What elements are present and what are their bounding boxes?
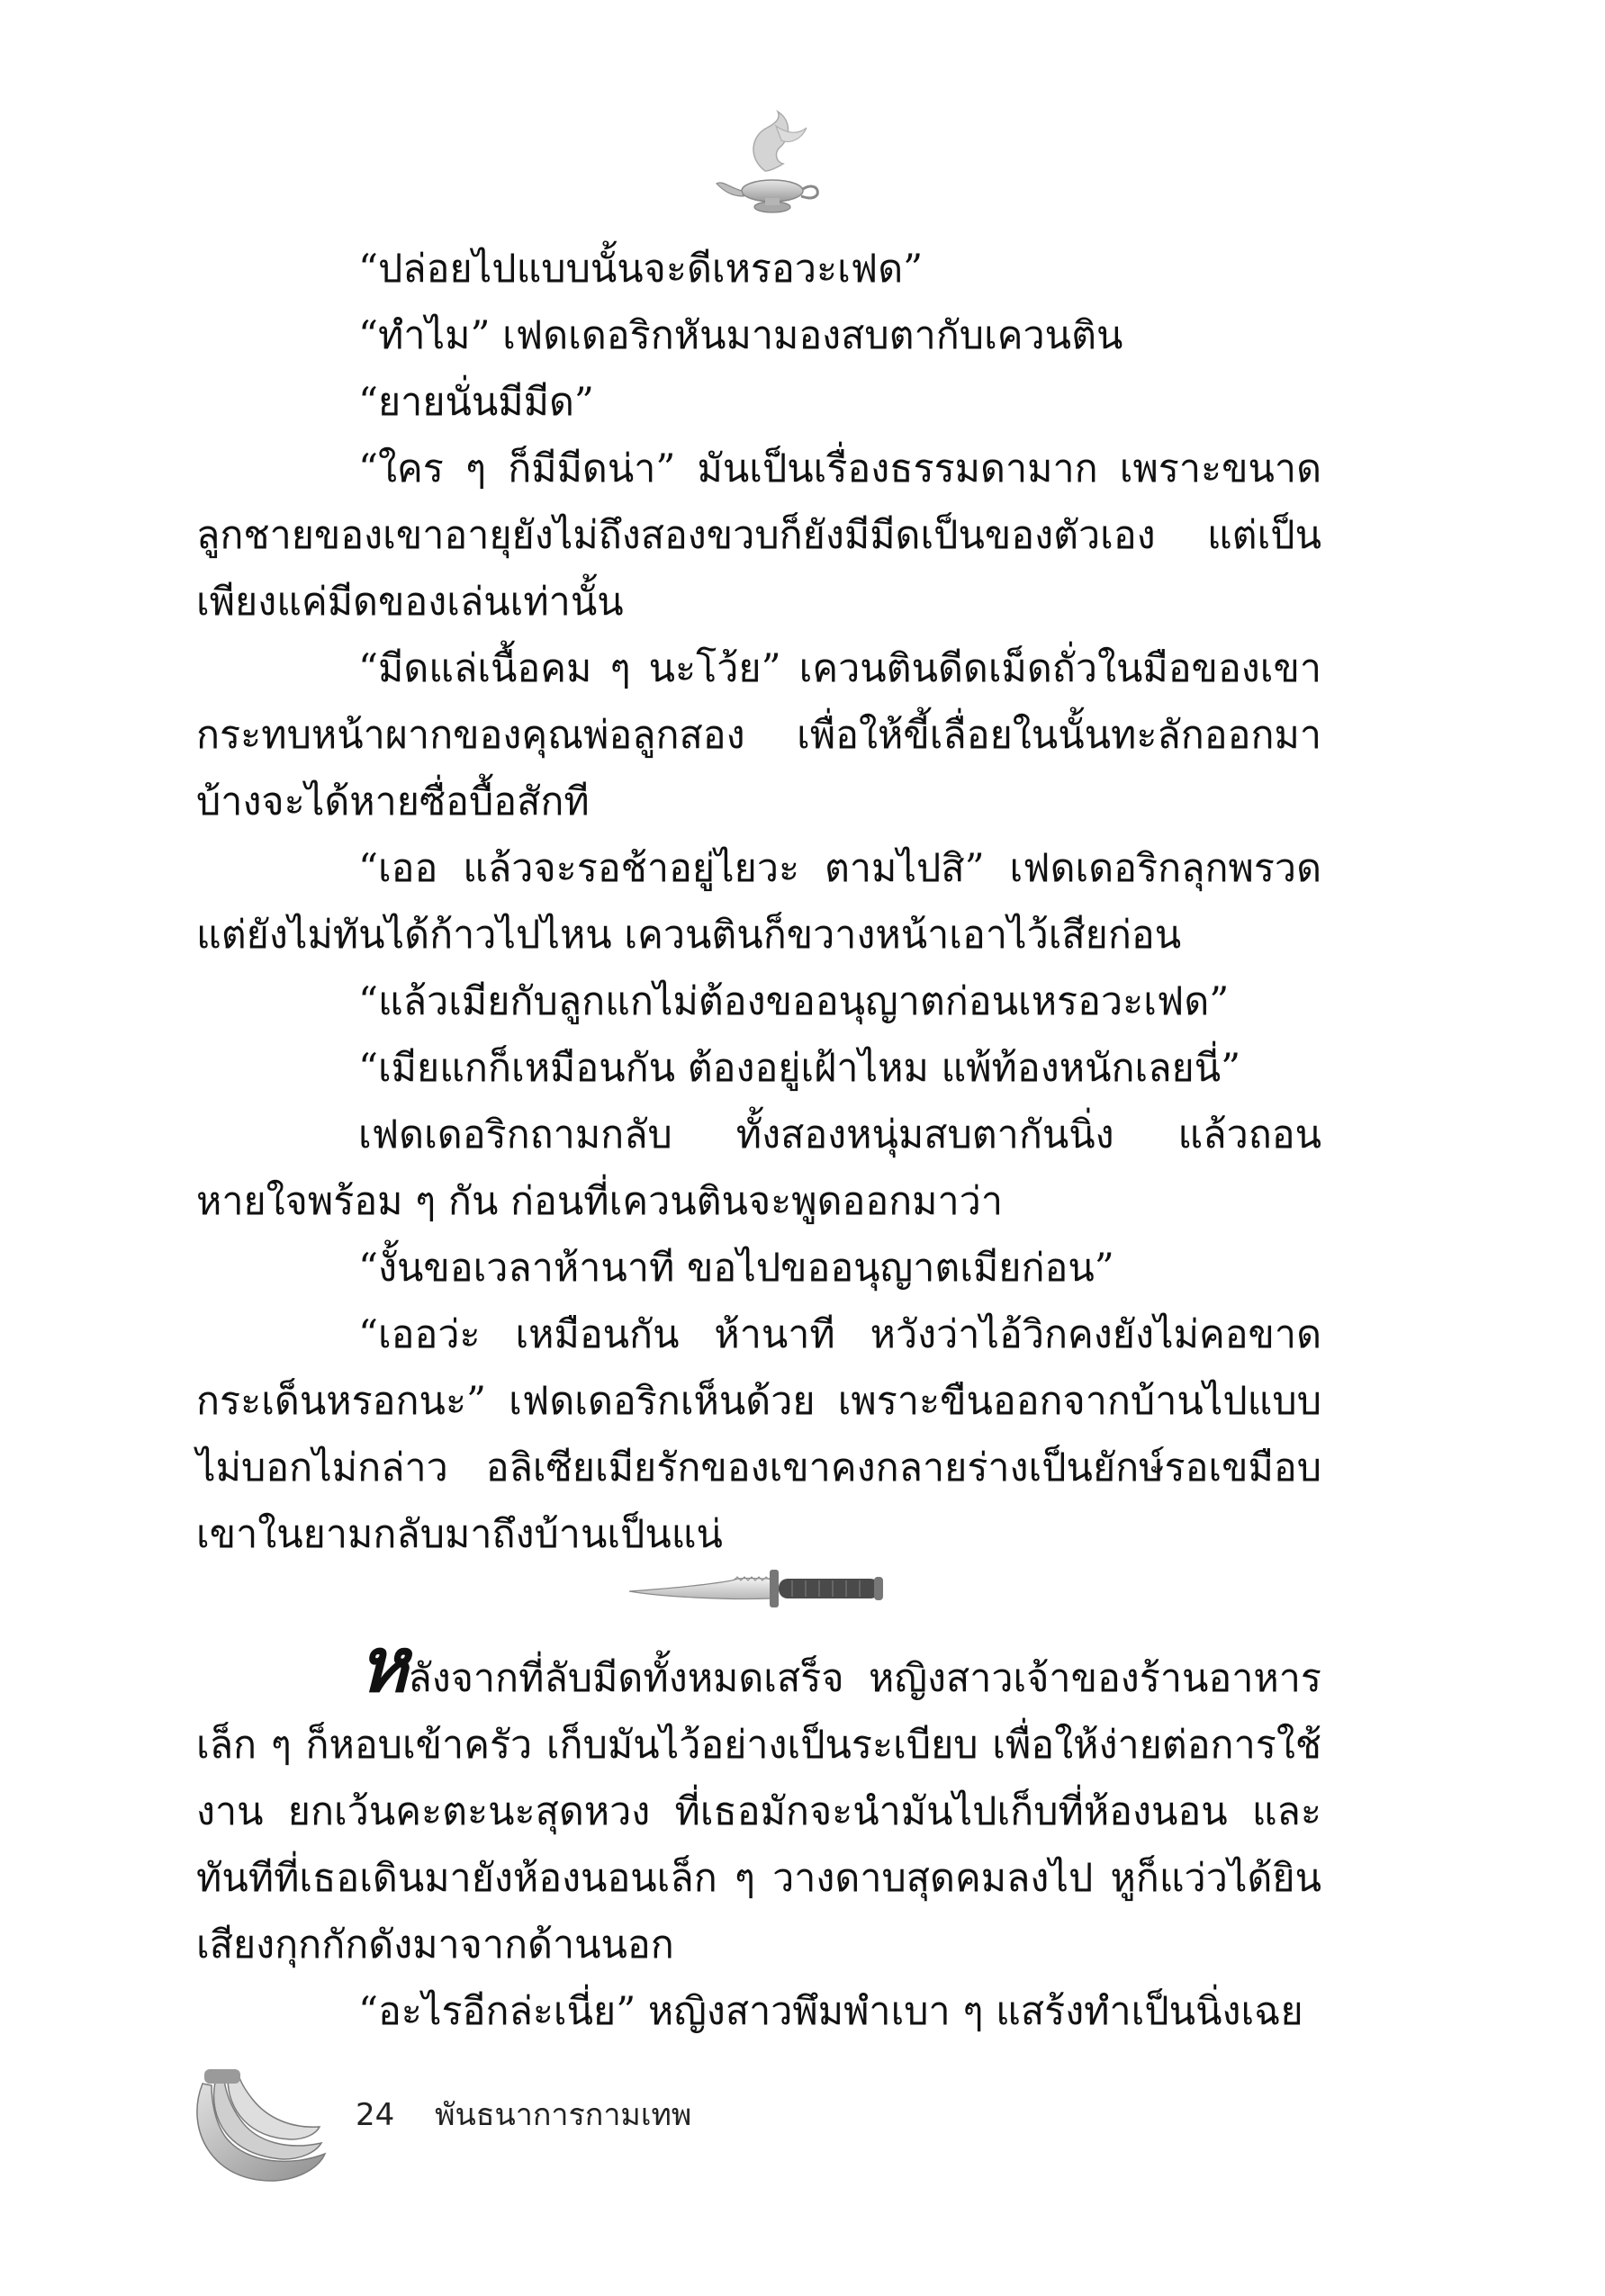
paragraph: “ทำไม” เฟดเดอริกหันมามองสบตากับเควนติน [358,313,1123,358]
body-text-bottom [196,1620,1321,2045]
genie-lamp-icon [711,108,828,225]
paragraph: “ปล่อยไปแบบนั้นจะดีเหรอวะเฟด” [358,247,924,292]
paragraph: “อะไรอีกล่ะเนี่ย” หญิงสาวพึมพำเบา ๆ แสร้งทำเป็นนิ่งเฉย [358,1989,1303,2034]
paragraph: เฟดเดอริกถามกลับ ทั้งสองหนุ่มสบตากันนิ่ง แล้วถอนหายใจพร้อม ๆ กัน ก่อนที่เควนตินจะพูดออกมาว่า [196,1112,1321,1224]
paragraph: “งั้นขอเวลาห้านาที ขอไปขออนุญาตเมียก่อน” [358,1246,1114,1291]
page-footer [356,2090,691,2138]
paragraph-with-drop-cap [196,1620,1321,1978]
paragraph: “ยายนั่นมีมีด” [358,380,594,425]
paragraph: “ใคร ๆ ก็มีมีดน่า” มันเป็นเรื่องธรรมดามาก เพราะขนาดลูกชายของเขาอายุยังไม่ถึงสองขวบก็ยังมีมีดเป็นของตัวเอง แต่เป็นเพียงแค่มีดของเล่นเท่านั้น [196,446,1321,625]
banana-icon [185,2066,329,2192]
paragraph-text: ลังจากที่ลับมีดทั้งหมดเสร็จ หญิงสาวเจ้าของร้านอาหารเล็ก ๆ ก็หอบเข้าครัว เก็บมันไว้อย่างเป็นระเบียบ เพื่อให้ง่ายต่อการใช้งาน ยกเว้นคะตะนะสุดหวง ที่เธอมักจะนำมันไปเก็บที่ห้องนอน และทันทีที่เธอเดินมายังห้องนอนเล็ก ๆ วางดาบสุดคมลงไป หูก็แว่วได้ยินเสียงกุกกักดังมาจากด้านนอก [196,1656,1321,1967]
paragraph: “เออว่ะ เหมือนกัน ห้านาที หวังว่าไอ้วิกคงยังไม่คอขาดกระเด็นหรอกนะ” เฟดเดอริกเห็นด้วย เพราะขืนออกจากบ้านไปแบบไม่บอกไม่กล่าว อลิเซียเมียรักของเขาคงกลายร่างเป็นยักษ์รอเขมือบเขาในยามกลับมาถึงบ้านเป็นแน่ [196,1312,1321,1557]
page-number: 24 [356,2097,395,2133]
body-text-top [196,236,1321,1568]
book-title: พันธนาการกามเทพ [435,2097,692,2133]
paragraph: “มีดแล่เนื้อคม ๆ นะโว้ย” เควนตินดีดเม็ดถั่วในมือของเขากระทบหน้าผากของคุณพ่อลูกสอง เพื่อให้ขี้เลื่อยในนั้นทะลักออกมาบ้างจะได้หายซื่อบื้อสักที [196,646,1321,824]
paragraph: “แล้วเมียกับลูกแกไม่ต้องขออนุญาตก่อนเหรอวะเฟด” [358,979,1230,1024]
drop-cap: ห [358,1620,409,1709]
paragraph: “เมียแกก็เหมือนกัน ต้องอยู่เฝ้าไหม แพ้ท้องหนักเลยนี่” [358,1046,1241,1091]
knife-icon [626,1557,887,1620]
paragraph: “เออ แล้วจะรอช้าอยู่ไยวะ ตามไปสิ” เฟดเดอริกลุกพรวด แต่ยังไม่ทันได้ก้าวไปไหน เควนตินก็ขวางหน้าเอาไว้เสียก่อน [196,846,1321,958]
